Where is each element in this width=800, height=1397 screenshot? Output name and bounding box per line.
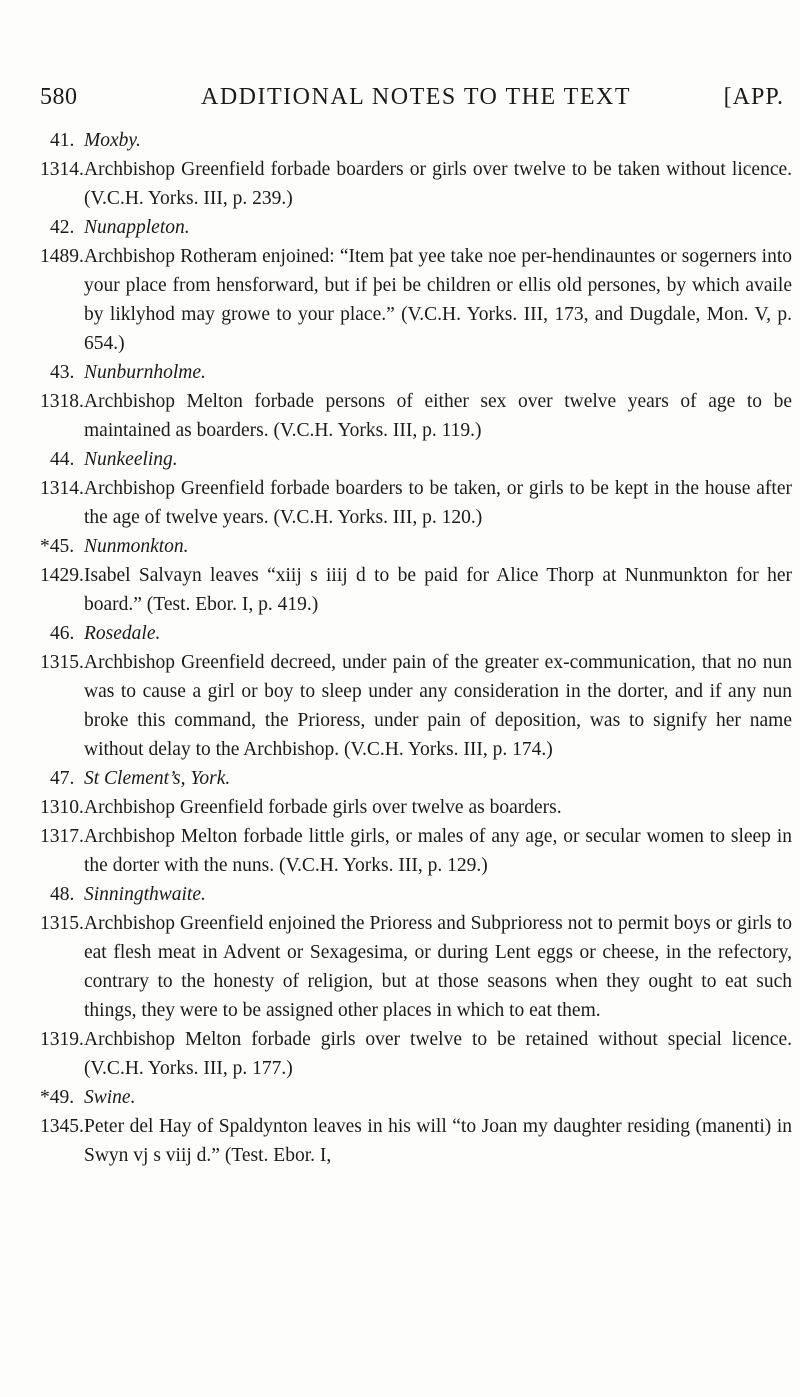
place-name: St Clement’s, York.: [84, 768, 231, 789]
note-text: Archbishop Rotheram enjoined: “Item þat yee take noe per-hendinauntes or sogerners into your place from hensforward, but if þei be children or ellis old persones, by which availe by liklyhod may growe to your place.” (V.C.H. Yorks. III, 173, and Dugdale, Mon. V, p. 654.): [84, 246, 792, 354]
note-text: Archbishop Greenfield enjoined the Prioress and Subprioress not to permit boys or girls to eat flesh meat in Advent or Sexagesima, or during Lent eggs or cheese, in the refectory, contrary to the honesty of religion, but at those seasons when they ought to eat such things, they were to be assigned other places in which to eat them.: [84, 913, 792, 1021]
notes-body: [40, 126, 792, 1170]
note-text: Archbishop Melton forbade persons of either sex over twelve years of age to be maintained as boarders. (V.C.H. Yorks. III, p. 119.): [84, 391, 792, 441]
note-entry: [40, 1025, 792, 1083]
place-heading-sinningthwaite: [40, 880, 792, 909]
place-heading-swine: [40, 1083, 792, 1112]
note-text: Archbishop Greenfield forbade boarders or girls over twelve to be taken without licence. (V.C.H. Yorks. III, p. 239.): [84, 159, 792, 209]
note-text: Archbishop Melton forbade girls over twelve to be retained without special licence. (V.C.H. Yorks. III, p. 177.): [84, 1029, 792, 1079]
place-heading-nunappleton: [40, 213, 792, 242]
entry-number: 42.: [50, 217, 75, 238]
place-name: Moxby.: [84, 130, 141, 151]
entry-number: 41.: [50, 130, 75, 151]
note-text: Archbishop Melton forbade little girls, or males of any age, or secular women to sleep in the dorter with the nuns. (V.C.H. Yorks. III, p. 129.): [84, 826, 792, 876]
place-heading-nunkeeling: [40, 445, 792, 474]
entry-year: 1489.: [40, 246, 84, 267]
place-name: Sinningthwaite.: [84, 884, 206, 905]
note-text: Isabel Salvayn leaves “xiij s iiij d to be paid for Alice Thorp at Nunmunkton for her board.” (Test. Ebor. I, p. 419.): [84, 565, 792, 615]
entry-year: 1310.: [40, 797, 84, 818]
place-name: Nunappleton.: [84, 217, 190, 238]
place-heading-nunburnholme: [40, 358, 792, 387]
note-entry: [40, 242, 792, 358]
running-title: ADDITIONAL NOTES TO THE TEXT: [201, 84, 631, 110]
note-text: Archbishop Greenfield decreed, under pain of the greater ex-communication, that no nun was to cause a girl or boy to sleep under any consideration in the dorter, and if any nun broke this command, the Prioress, under pain of deposition, was to signify her name without delay to the Archbishop. (V.C.H. Yorks. III, p. 174.): [84, 652, 792, 760]
entry-year: 1319.: [40, 1029, 84, 1050]
place-name: Swine.: [84, 1087, 136, 1108]
place-name: Nunburnholme.: [84, 362, 206, 383]
entry-year: 1345.: [40, 1116, 84, 1137]
note-entry: [40, 822, 792, 880]
place-heading-st-clements: [40, 764, 792, 793]
entry-year: 1317.: [40, 826, 84, 847]
entry-number: 48.: [50, 884, 75, 905]
entry-number: 46.: [50, 623, 75, 644]
entry-year: 1315.: [40, 913, 84, 934]
note-entry: [40, 1112, 792, 1170]
note-entry: [40, 793, 792, 822]
note-entry: [40, 387, 792, 445]
section-tag: [APP.: [723, 84, 784, 110]
entry-year: 1429.: [40, 565, 84, 586]
place-name: Rosedale.: [84, 623, 161, 644]
note-text: Archbishop Greenfield forbade boarders to be taken, or girls to be kept in the house after the age of twelve years. (V.C.H. Yorks. III, p. 120.): [84, 478, 792, 528]
running-header: [40, 84, 792, 118]
entry-year: 1314.: [40, 478, 84, 499]
note-entry: [40, 561, 792, 619]
entry-year: 1315.: [40, 652, 84, 673]
entry-number: 43.: [50, 362, 75, 383]
place-name: Nunmonkton.: [84, 536, 189, 557]
entry-number: *45.: [40, 536, 75, 557]
note-entry: [40, 155, 792, 213]
entry-year: 1314.: [40, 159, 84, 180]
place-name: Nunkeeling.: [84, 449, 178, 470]
place-heading-nunmonkton: [40, 532, 792, 561]
entry-number: *49.: [40, 1087, 75, 1108]
entry-year: 1318.: [40, 391, 84, 412]
place-heading-rosedale: [40, 619, 792, 648]
note-text: Archbishop Greenfield forbade girls over twelve as boarders.: [84, 797, 562, 818]
entry-number: 47.: [50, 768, 75, 789]
entry-number: 44.: [50, 449, 75, 470]
note-text: Peter del Hay of Spaldynton leaves in his will “to Joan my daughter residing (manenti) in Swyn vj s viij d.” (Test. Ebor. I,: [84, 1116, 792, 1166]
note-entry: [40, 909, 792, 1025]
page-number: 580: [40, 84, 78, 110]
place-heading-moxby: [40, 126, 792, 155]
note-entry: [40, 648, 792, 764]
note-entry: [40, 474, 792, 532]
